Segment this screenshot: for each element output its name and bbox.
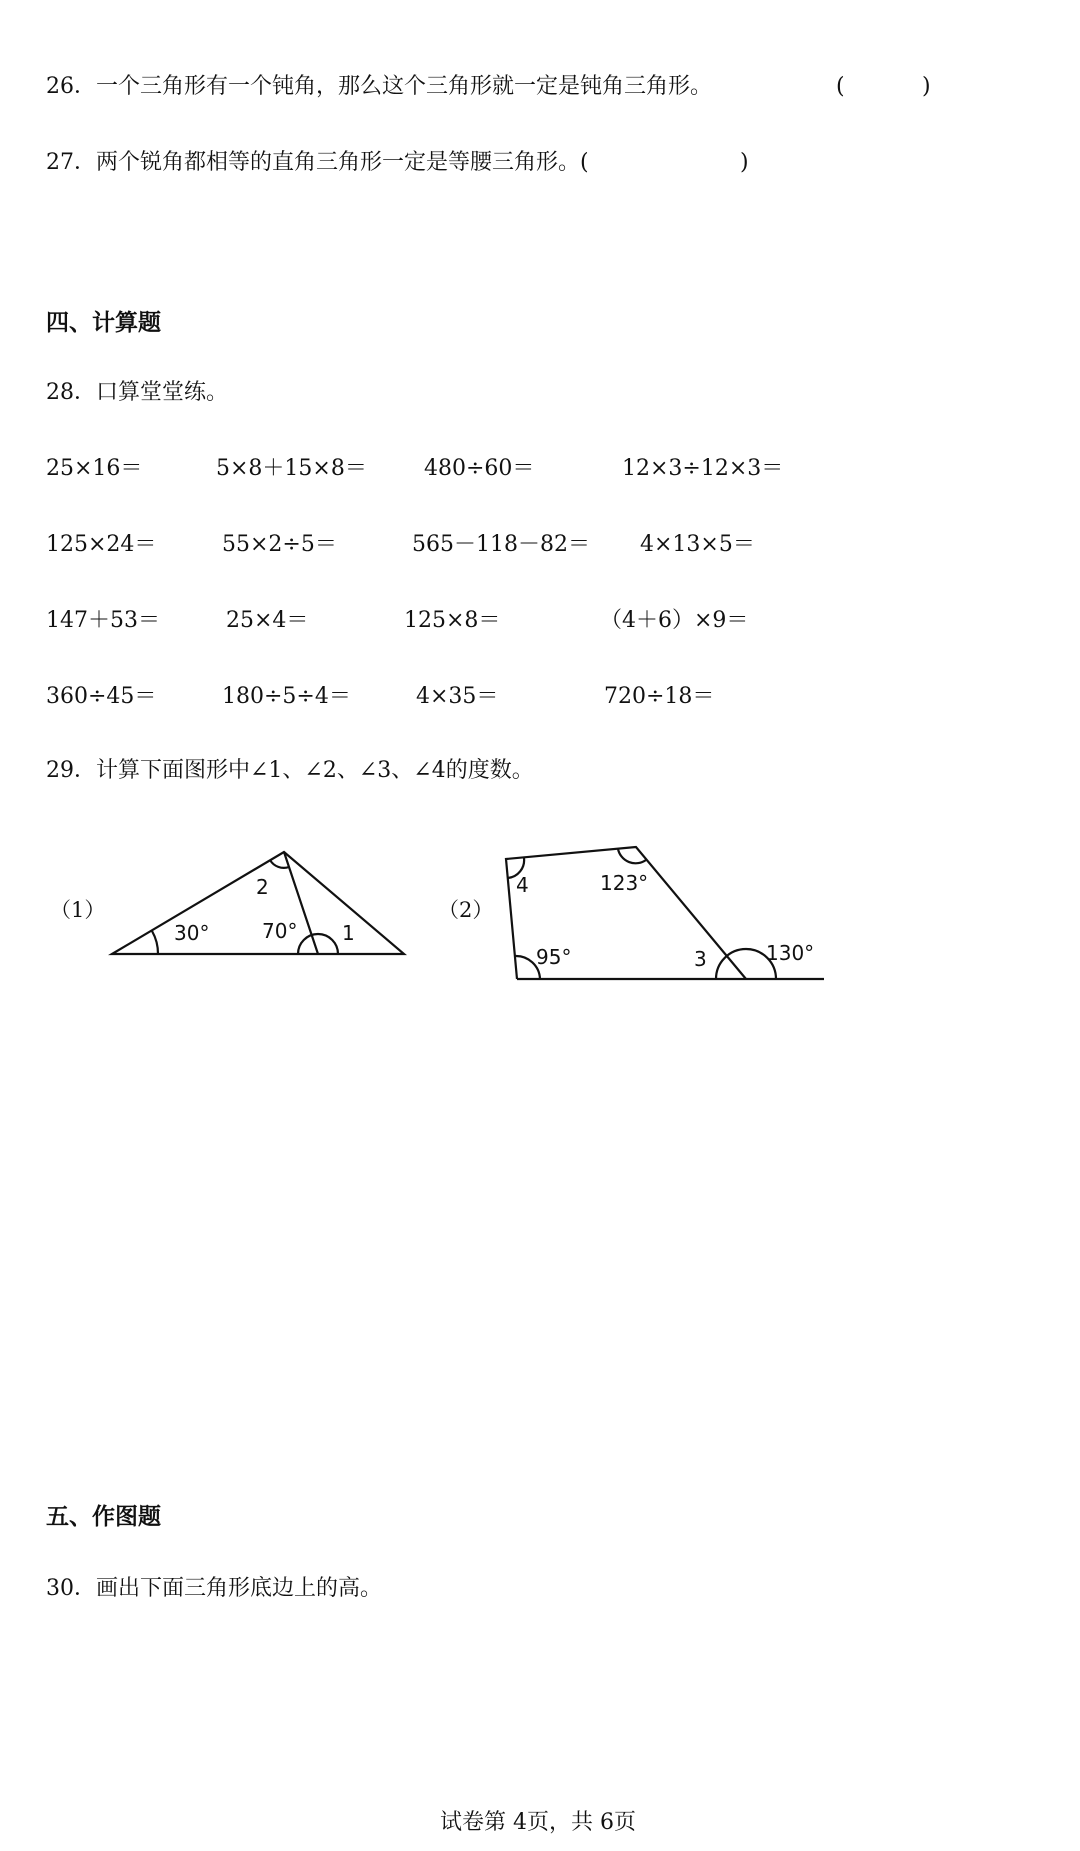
angle-mark-1: 1: [342, 921, 355, 945]
calc-item: 565－118－82＝: [412, 532, 590, 557]
calc-item: 125×8＝: [404, 608, 501, 633]
section-title: 四、计算题: [46, 310, 161, 336]
answer-paren-open: (: [580, 150, 589, 175]
question-number: 27．: [46, 150, 96, 175]
angle-mark-3: 3: [694, 947, 707, 971]
question-number: 30．: [46, 1576, 96, 1601]
angle-arc-123: [618, 849, 646, 863]
question-number: 29．: [46, 758, 96, 783]
section-title: 五、作图题: [46, 1504, 161, 1530]
calc-item: 55×2÷5＝: [222, 532, 337, 557]
angle-label-30: 30°: [174, 921, 210, 945]
question-number: 26．: [46, 74, 96, 99]
question-text: 口算堂堂练。: [96, 380, 229, 405]
calc-item: 4×13×5＝: [640, 532, 755, 557]
calc-item: 25×16＝: [46, 456, 143, 481]
question-text: 计算下面图形中∠1、∠2、∠3、∠4的度数。: [96, 758, 534, 783]
angle-mark-2: 2: [256, 875, 269, 899]
angle-arc-30: [152, 931, 158, 954]
question-number: 28．: [46, 380, 96, 405]
angle-label-70: 70°: [262, 919, 298, 943]
calc-item: 125×24＝: [46, 532, 157, 557]
calc-item: 360÷45＝: [46, 684, 157, 709]
calc-item: 25×4＝: [226, 608, 309, 633]
calc-item: 12×3÷12×3＝: [622, 456, 784, 481]
calc-item: （4＋6）×9＝: [600, 608, 749, 633]
angle-mark-4: 4: [516, 873, 529, 897]
question-text: 画出下面三角形底边上的高。: [96, 1576, 383, 1601]
figure-1-triangle: [112, 852, 404, 954]
calc-item: 480÷60＝: [424, 456, 535, 481]
question-text: 两个锐角都相等的直角三角形一定是等腰三角形。: [96, 150, 581, 175]
answer-paren-close: ): [922, 74, 931, 99]
calc-item: 720÷18＝: [604, 684, 715, 709]
angle-label-130: 130°: [766, 941, 815, 965]
figure-1-label: （1）: [50, 898, 106, 922]
question-text: 一个三角形有一个钝角，那么这个三角形就一定是钝角三角形。: [96, 74, 713, 99]
calc-item: 147＋53＝: [46, 608, 160, 633]
page-footer: 试卷第 4页，共 6页: [440, 1810, 636, 1835]
answer-paren-close: ): [740, 150, 749, 175]
calc-item: 180÷5÷4＝: [222, 684, 351, 709]
figure-2-label: （2）: [438, 898, 494, 922]
angle-label-95: 95°: [536, 945, 572, 969]
question-30: [46, 1578, 382, 1600]
calc-item: 5×8＋15×8＝: [216, 456, 367, 481]
answer-paren-open: (: [836, 74, 845, 99]
calc-item: 4×35＝: [416, 684, 499, 709]
angle-label-123: 123°: [600, 871, 649, 895]
